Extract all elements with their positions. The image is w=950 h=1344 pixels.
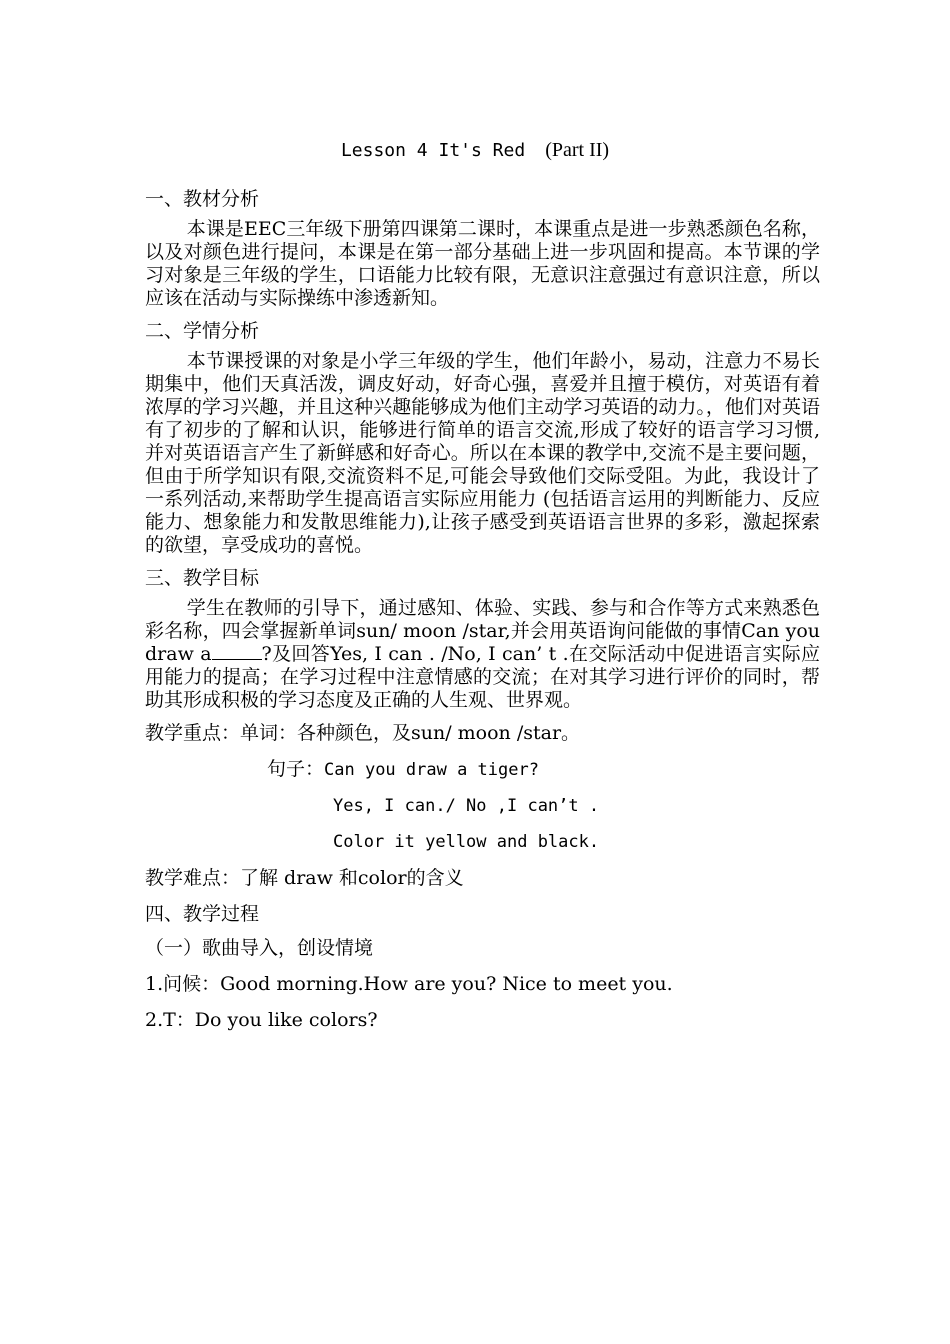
teaching-difficulty: 教学难点：了解 draw 和color的含义 <box>145 867 464 889</box>
process-step-2: 2.T：Do you like colors? <box>145 1009 378 1031</box>
section-heading-teaching-goals: 三、教学目标 <box>145 567 260 589</box>
teaching-focus: 教学重点：单词：各种颜色，及sun/ moon /star。 <box>145 722 581 744</box>
section-heading-student-analysis: 二、学情分析 <box>145 320 260 342</box>
section-heading-textbook-analysis: 一、教材分析 <box>145 188 260 210</box>
goals-text-part-b: ?及回答Yes, I can . /No, I can’ t .在交际活动中促进语言实际应用能力的提高；在学习过程中注意情感的交流；在对其学习进行评价的同时，帮助其形成积极的学习态度及正确的人生观、世界观。 <box>145 643 820 711</box>
sentence-1-text: Can you draw a tiger? <box>324 760 539 780</box>
process-step-1: 1.问候：Good morning.How are you? Nice to meet you. <box>145 973 673 995</box>
goals-text-part-a: 学生在教师的引导下，通过感知、体验、实践、参与和合作等方式来熟悉色彩名称，四会掌握新单词sun/ moon /star,并会用英语询问能做的事情Can you draw a <box>145 597 820 665</box>
section-heading-teaching-process: 四、教学过程 <box>145 903 260 925</box>
paragraph-student-analysis: 本节课授课的对象是小学三年级的学生，他们年龄小，易动，注意力不易长期集中，他们天真活泼，调皮好动，好奇心强，喜爱并且擅于模仿，对英语有着浓厚的学习兴趣，并且这种兴趣能够成为他们主动学习英语的动力。，他们对英语有了初步的了解和认识，能够进行简单的语言交流,形成了较好的语言学习习惯,并对英语语言产生了新鲜感和好奇心。所以在本课的教学中,交流不是主要问题，但由于所学知识有限,交流资料不足,可能会导致他们交际受阻。为此，我设计了一系列活动,来帮助学生提高语言实际应用能力 (包括语言运用的判断能力、反应能力、想象能力和发散思维能力),让孩子感受到英语语言世界的多彩，激起探索的欲望，享受成功的喜悦。 <box>145 350 820 556</box>
document-body <box>145 184 820 1041</box>
focus-sentence-3: Color it yellow and black. <box>333 832 600 852</box>
title-main: Lesson 4 It's Red <box>340 140 526 161</box>
process-subheading-1: （一）歌曲导入，创设情境 <box>145 937 374 959</box>
paragraph-textbook-analysis: 本课是EEC三年级下册第四课第二课时，本课重点是进一步熟悉颜色名称，以及对颜色进行提问，本课是在第一部分基础上进一步巩固和提高。本节课的学习对象是三年级的学生，口语能力比较有限，无意识注意强过有意识注意，所以应该在活动与实际操练中渗透新知。 <box>145 218 820 309</box>
fill-in-blank <box>212 643 262 660</box>
title-part: (Part II) <box>545 139 610 161</box>
page-title <box>0 138 950 163</box>
focus-sentence-2: Yes, I can./ No ,I can’t . <box>333 796 600 816</box>
focus-sentence-1 <box>145 754 820 785</box>
sentence-label: 句子： <box>267 758 325 780</box>
paragraph-teaching-goals <box>145 597 820 712</box>
